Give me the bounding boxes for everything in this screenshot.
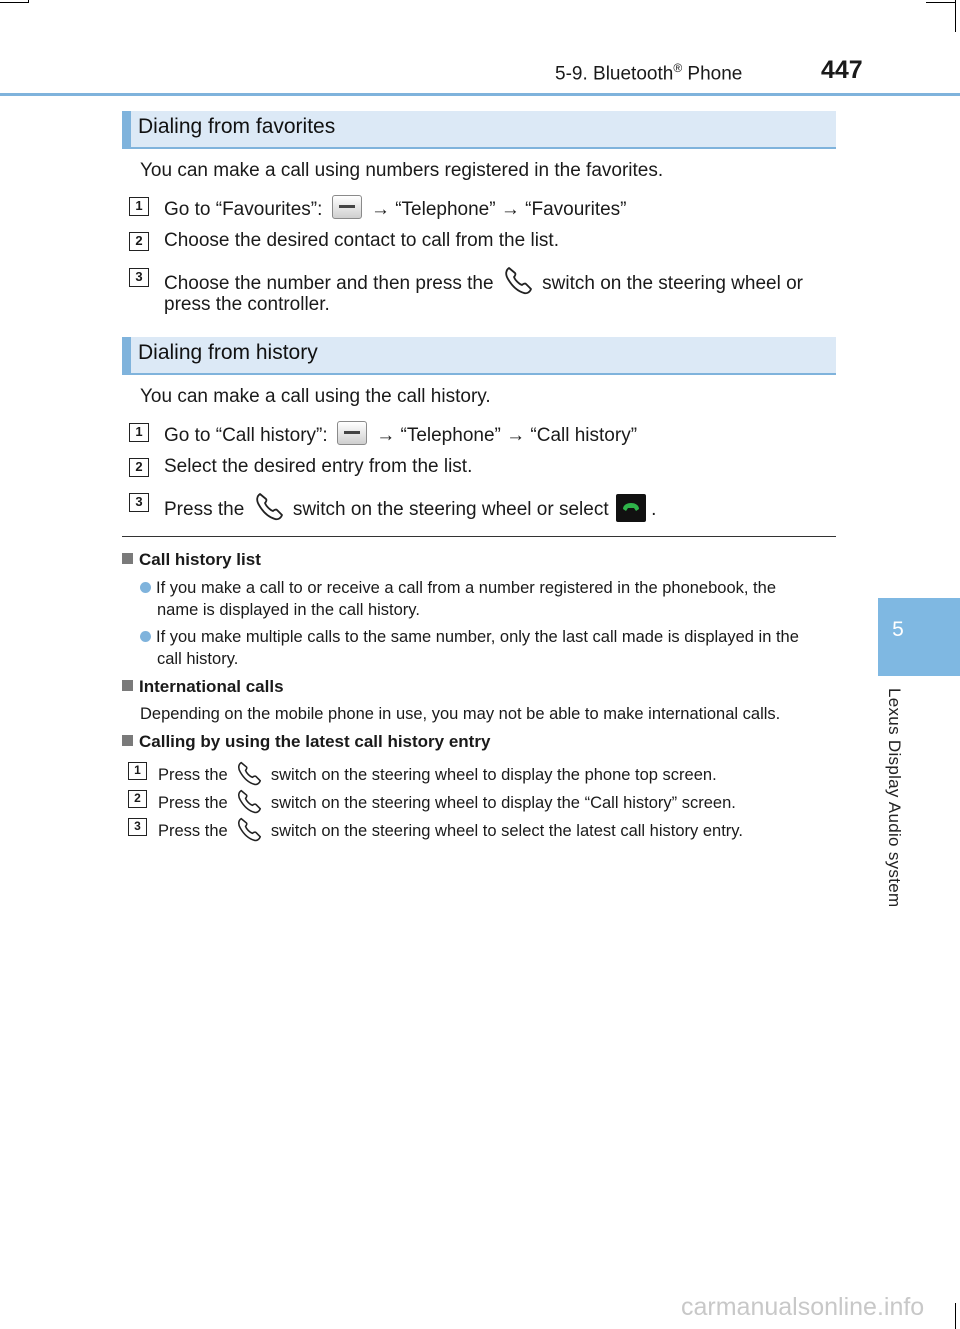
crop-mark — [0, 2, 28, 3]
history-step-2: Select the desired entry from the list. — [164, 456, 473, 477]
step-number: 2 — [129, 232, 149, 251]
phone-handset-icon — [236, 760, 262, 786]
step-number: 1 — [128, 762, 147, 780]
crop-mark — [926, 2, 956, 3]
section-heading-favorites — [122, 111, 836, 149]
page-number: 447 — [821, 56, 863, 84]
step-number: 1 — [129, 197, 149, 216]
phone-handset-icon — [254, 491, 284, 521]
favorites-step-1: Go to “Favourites”: → “Telephone” → “Favourites” — [164, 195, 627, 221]
note-bullet-cont: name is displayed in the call history. — [157, 601, 420, 619]
heading-accent-bar — [122, 111, 131, 147]
step-number: 3 — [129, 268, 149, 287]
menu-button-icon — [337, 421, 367, 445]
square-bullet-icon — [122, 680, 133, 691]
favorites-step-3-cont: press the controller. — [164, 294, 330, 315]
note-bullet: If you make a call to or receive a call from a number registered in the phonebook, the — [140, 579, 776, 598]
separator-rule — [122, 536, 836, 537]
latest-step-2: Press the switch on the steering wheel to display the “Call history” screen. — [158, 788, 736, 814]
step-number: 3 — [128, 818, 147, 836]
phone-handset-icon — [236, 788, 262, 814]
note-heading-latest: Calling by using the latest call history entry — [122, 732, 490, 752]
note-heading-international: International calls — [122, 677, 284, 697]
history-step-1: Go to “Call history”: → “Telephone” → “Call history” — [164, 421, 637, 447]
round-bullet-icon — [140, 631, 151, 642]
phone-handset-icon — [503, 265, 533, 295]
note-heading-call-history-list: Call history list — [122, 550, 261, 570]
note-bullet-cont: call history. — [157, 650, 239, 668]
latest-step-3: Press the switch on the steering wheel to select the latest call history entry. — [158, 816, 743, 842]
section-heading-history — [122, 337, 836, 375]
green-phone-button-icon — [616, 494, 646, 522]
crop-mark — [955, 1303, 956, 1329]
favorites-intro: You can make a call using numbers registered in the favorites. — [140, 160, 664, 181]
header-rule — [0, 93, 960, 96]
note-bullet: If you make multiple calls to the same number, only the last call made is displayed in the — [140, 628, 799, 647]
favorites-step-3: Choose the number and then press the switch on the steering wheel or — [164, 265, 803, 295]
chapter-number: 5 — [892, 618, 904, 641]
round-bullet-icon — [140, 582, 151, 593]
crop-mark — [955, 0, 956, 32]
history-step-3: Press the switch on the steering wheel or select . — [164, 491, 656, 522]
history-intro: You can make a call using the call history. — [140, 386, 491, 407]
phone-handset-icon — [236, 816, 262, 842]
square-bullet-icon — [122, 553, 133, 564]
watermark-link[interactable]: carmanualsonline.info — [681, 1293, 925, 1321]
international-text: Depending on the mobile phone in use, you may not be able to make international calls. — [140, 705, 781, 723]
square-bullet-icon — [122, 735, 133, 746]
step-number: 3 — [129, 493, 149, 512]
step-number: 2 — [129, 458, 149, 477]
favorites-step-2: Choose the desired contact to call from the list. — [164, 230, 559, 251]
step-number: 2 — [128, 790, 147, 808]
heading-text: Dialing from favorites — [138, 115, 336, 138]
menu-button-icon — [332, 195, 362, 219]
crop-mark — [28, 0, 29, 3]
chapter-label: Lexus Display Audio system — [885, 688, 904, 908]
heading-accent-bar — [122, 337, 131, 373]
latest-step-1: Press the switch on the steering wheel to display the phone top screen. — [158, 760, 717, 786]
step-number: 1 — [129, 423, 149, 442]
section-title: 5-9. Bluetooth® Phone — [555, 61, 743, 85]
heading-text: Dialing from history — [138, 341, 318, 364]
